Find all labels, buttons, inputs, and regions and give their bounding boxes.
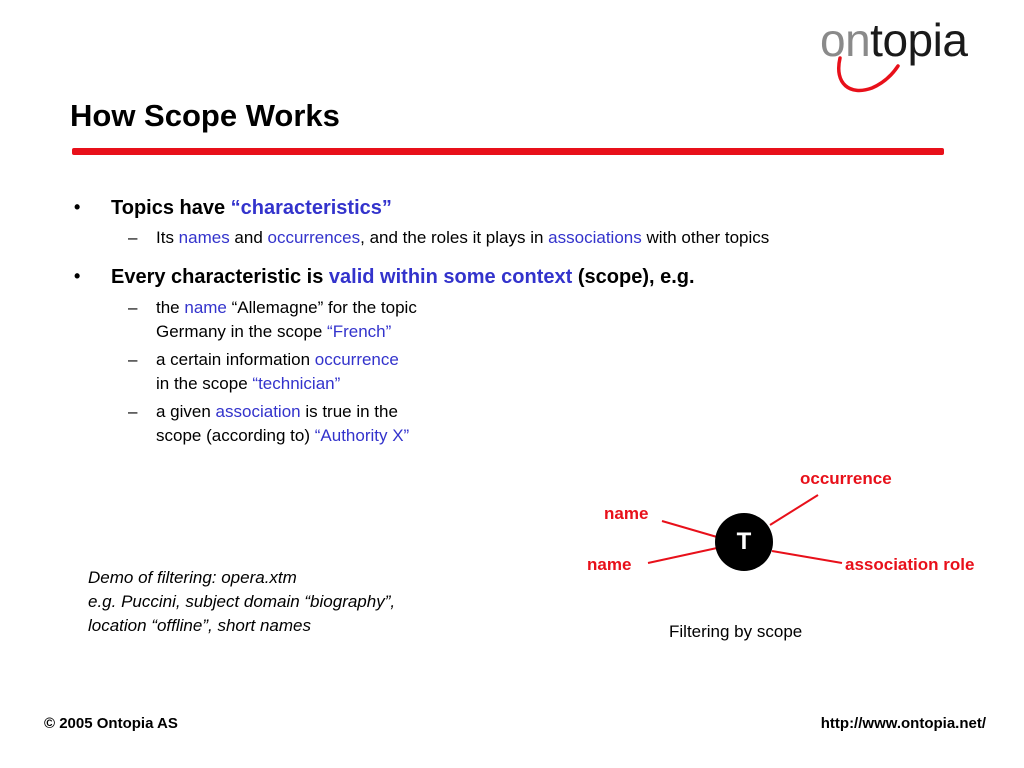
sub-highlight: “French” xyxy=(327,322,392,341)
edge-occurrence xyxy=(770,495,818,525)
sub-text: “Allemagne” for the topic xyxy=(226,298,417,317)
association-role-label: association role xyxy=(845,555,975,574)
logo-text-on: on xyxy=(820,14,871,66)
dash-marker: – xyxy=(128,402,138,421)
sub-highlight: “Authority X” xyxy=(314,426,410,445)
sub-highlight: occurrences xyxy=(267,228,361,247)
dash-marker: – xyxy=(128,350,138,369)
dash-marker: – xyxy=(128,298,138,317)
sub-text: and xyxy=(229,228,268,247)
bullet-marker: • xyxy=(74,266,81,286)
sub-highlight: names xyxy=(178,228,230,247)
dash-marker: – xyxy=(128,228,138,247)
diagram-caption: Filtering by scope xyxy=(669,622,803,641)
bullet-marker: • xyxy=(74,197,81,217)
demo-line-3: location “offline”, short names xyxy=(88,616,311,635)
sub-highlight: occurrence xyxy=(314,350,399,369)
logo-text-topia: topia xyxy=(870,14,968,66)
sub-text: in the scope xyxy=(156,374,253,393)
edge-name-top xyxy=(662,521,717,537)
topic-node-label: T xyxy=(736,528,752,555)
bullet-2-suffix: (scope), e.g. xyxy=(572,266,695,288)
name-label-top: name xyxy=(604,504,649,523)
sub-text: , and the roles it plays in xyxy=(360,228,549,247)
sub-highlight: associations xyxy=(548,228,642,247)
bullet-1-highlight: “characteristics” xyxy=(230,197,392,219)
sub-text: with other topics xyxy=(641,228,770,247)
sub-highlight: association xyxy=(215,402,301,421)
sub-text: scope (according to) xyxy=(156,426,315,445)
sub-text: a certain information xyxy=(156,350,315,369)
bullet-2-highlight: valid within some context xyxy=(328,266,573,288)
page-title: How Scope Works xyxy=(70,98,340,133)
name-label-bottom: name xyxy=(587,555,632,574)
sub-text: Germany in the scope xyxy=(156,322,328,341)
bullet-2-text: Every characteristic is xyxy=(111,266,329,288)
sub-text: a given xyxy=(156,402,216,421)
sub-highlight: “technician” xyxy=(252,374,341,393)
edge-name-bottom xyxy=(648,548,717,563)
sub-text: the xyxy=(156,298,185,317)
footer-copyright: © 2005 Ontopia AS xyxy=(44,715,178,732)
bullet-1-text: Topics have xyxy=(111,197,231,219)
sub-text: Its xyxy=(156,228,179,247)
sub-text: is true in the xyxy=(300,402,398,421)
footer-url[interactable]: http://www.ontopia.net/ xyxy=(820,715,986,732)
demo-line-1: Demo of filtering: opera.xtm xyxy=(88,568,297,587)
occurrence-label: occurrence xyxy=(800,469,892,488)
demo-line-2: e.g. Puccini, subject domain “biography”, xyxy=(88,592,396,611)
sub-highlight: name xyxy=(184,298,227,317)
edge-association-role xyxy=(772,551,842,563)
